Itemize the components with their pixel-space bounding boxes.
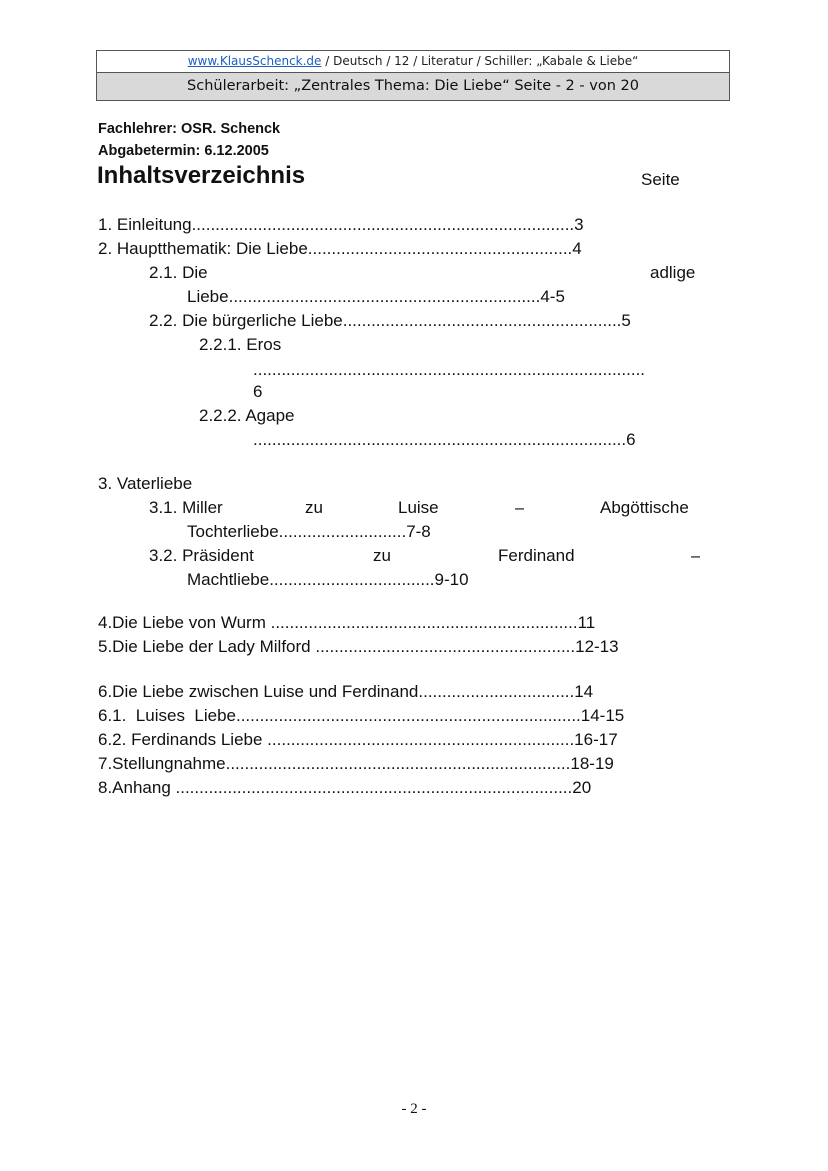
toc-entry: ................................................................................... [253, 360, 646, 379]
toc-entry: zu [373, 546, 391, 565]
toc-entry: 2.1. Die [149, 263, 208, 282]
toc-entry: 6 [253, 382, 263, 401]
header-path: / Deutsch / 12 / Literatur / Schiller: „Kabale & Liebe“ [321, 54, 639, 68]
toc-entry: – [691, 546, 701, 565]
toc-entry: 7.Stellungnahme.........................................................................18-19 [98, 754, 614, 773]
toc-entry: 3.1. Miller [149, 498, 223, 517]
toc-entry: 1. Einleitung.................................................................................3 [98, 215, 584, 234]
toc-entry: 6.1. Luises Liebe.........................................................................14-15 [98, 706, 625, 725]
toc-entry: Ferdinand [498, 546, 575, 565]
toc-entry: – [515, 498, 525, 517]
toc-entry: Tochterliebe...........................7-8 [187, 522, 431, 541]
page-number: - 2 - [401, 1101, 427, 1117]
toc-entry: 6.Die Liebe zwischen Luise und Ferdinand.................................14 [98, 682, 594, 701]
toc-entry: 2. Hauptthematik: Die Liebe........................................................4 [98, 239, 582, 258]
toc-page-label: Seite [641, 170, 680, 189]
toc-entry: Luise [398, 498, 439, 517]
toc-entry: 5.Die Liebe der Lady Milford .......................................................12-13 [98, 637, 619, 656]
toc-entry: ...............................................................................6 [253, 430, 636, 449]
teacher-line: Fachlehrer: OSR. Schenck [98, 121, 281, 137]
toc-entry: Liebe..................................................................4-5 [187, 287, 565, 306]
toc-title: Inhaltsverzeichnis [97, 162, 306, 189]
toc-entry: 2.2. Die bürgerliche Liebe...........................................................5 [149, 311, 631, 330]
toc-entry: zu [305, 498, 323, 517]
header-subtitle: Schülerarbeit: „Zentrales Thema: Die Liebe“ Seite - 2 - von 20 [97, 73, 729, 100]
header-path-row [97, 51, 729, 73]
toc-entry: 3.2. Präsident [149, 546, 254, 565]
toc-entry: 2.2.2. Agape [199, 406, 295, 425]
toc-entry: 2.2.1. Eros [199, 335, 282, 354]
website-link[interactable]: www.KlausSchenck.de [187, 54, 322, 68]
toc-entry: 8.Anhang ....................................................................................20 [98, 778, 592, 797]
toc-entry: adlige [650, 263, 696, 282]
toc-entry: Abgöttische [600, 498, 689, 517]
toc-entry: 6.2. Ferdinands Liebe .................................................................16-17 [98, 730, 618, 749]
toc-entry: 4.Die Liebe von Wurm .................................................................11 [98, 613, 596, 632]
due-date-line: Abgabetermin: 6.12.2005 [98, 143, 269, 159]
toc-entry: 3. Vaterliebe [98, 474, 193, 493]
toc-entry: Machtliebe...................................9-10 [187, 570, 469, 589]
document-header [96, 50, 730, 101]
